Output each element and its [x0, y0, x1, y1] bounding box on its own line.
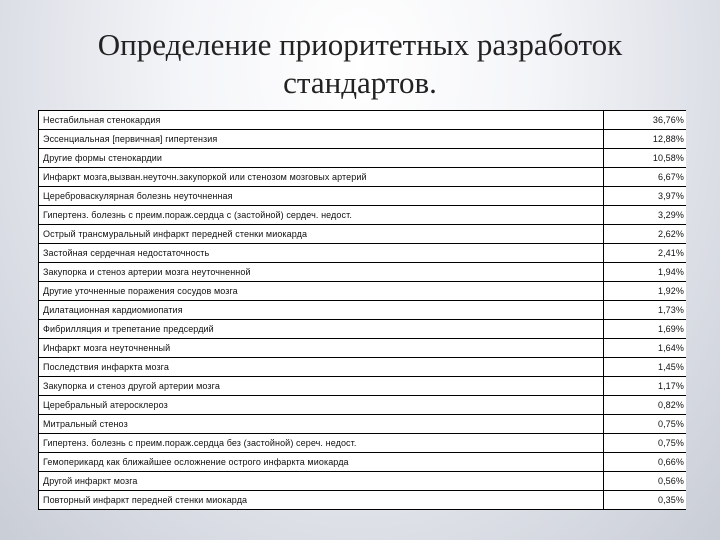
percentage-cell: 2,62%: [604, 225, 687, 244]
percentage-cell: 0,35%: [604, 491, 687, 510]
table-row: [39, 225, 687, 244]
diagnosis-name-cell: Закупорка и стеноз другой артерии мозга: [39, 377, 604, 396]
diagnosis-name-cell: Нестабильная стенокардия: [39, 111, 604, 130]
diagnosis-name-cell: Инфаркт мозга,вызван.неуточн.закупоркой или стенозом мозговых артерий: [39, 168, 604, 187]
percentage-cell: 1,94%: [604, 263, 687, 282]
diagnosis-name-cell: Гипертенз. болезнь с преим.пораж.сердца с (застойной) сердеч. недост.: [39, 206, 604, 225]
percentage-cell: 1,69%: [604, 320, 687, 339]
diagnosis-name-cell: Застойная сердечная недостаточность: [39, 244, 604, 263]
table-row: [39, 206, 687, 225]
slide-title-line-2: стандартов.: [283, 65, 437, 100]
table-row: [39, 434, 687, 453]
table-row: [39, 130, 687, 149]
percentage-cell: 6,67%: [604, 168, 687, 187]
table-row: [39, 149, 687, 168]
diagnosis-name-cell: Другие уточненные поражения сосудов мозга: [39, 282, 604, 301]
percentage-cell: 0,75%: [604, 434, 687, 453]
table-row: [39, 111, 687, 130]
diagnosis-name-cell: Другие формы стенокардии: [39, 149, 604, 168]
table-row: [39, 358, 687, 377]
table-row: [39, 453, 687, 472]
percentage-cell: 3,97%: [604, 187, 687, 206]
diagnosis-name-cell: Другой инфаркт мозга: [39, 472, 604, 491]
percentage-cell: 0,82%: [604, 396, 687, 415]
percentage-cell: 1,45%: [604, 358, 687, 377]
diagnosis-name-cell: Последствия инфаркта мозга: [39, 358, 604, 377]
diagnosis-name-cell: Цереброваскулярная болезнь неуточненная: [39, 187, 604, 206]
diagnosis-name-cell: Инфаркт мозга неуточненный: [39, 339, 604, 358]
table-row: [39, 415, 687, 434]
percentage-cell: 0,66%: [604, 453, 687, 472]
diagnosis-name-cell: Митральный стеноз: [39, 415, 604, 434]
diagnosis-name-cell: Фибрилляция и трепетание предсердий: [39, 320, 604, 339]
diagnosis-name-cell: Дилатационная кардиомиопатия: [39, 301, 604, 320]
percentage-cell: 1,92%: [604, 282, 687, 301]
table-row: [39, 263, 687, 282]
priority-table: [38, 110, 686, 510]
percentage-cell: 12,88%: [604, 130, 687, 149]
slide-title: [40, 26, 680, 102]
table-row: [39, 320, 687, 339]
percentage-cell: 1,64%: [604, 339, 687, 358]
diagnosis-name-cell: Церебральный атеросклероз: [39, 396, 604, 415]
table-row: [39, 282, 687, 301]
table-row: [39, 491, 687, 510]
diagnosis-name-cell: Закупорка и стеноз артерии мозга неуточненной: [39, 263, 604, 282]
diagnosis-name-cell: Гипертенз. болезнь с преим.пораж.сердца без (застойной) сереч. недост.: [39, 434, 604, 453]
table-body: [39, 111, 687, 510]
percentage-cell: 10,58%: [604, 149, 687, 168]
diagnosis-name-cell: Эссенциальная [первичная] гипертензия: [39, 130, 604, 149]
table-row: [39, 301, 687, 320]
diagnosis-name-cell: Повторный инфаркт передней стенки миокарда: [39, 491, 604, 510]
table-row: [39, 244, 687, 263]
percentage-cell: 1,73%: [604, 301, 687, 320]
percentage-cell: 2,41%: [604, 244, 687, 263]
table-row: [39, 339, 687, 358]
percentage-cell: 1,17%: [604, 377, 687, 396]
diagnosis-name-cell: Гемоперикард как ближайшее осложнение острого инфаркта миокарда: [39, 453, 604, 472]
percentage-cell: 0,75%: [604, 415, 687, 434]
percentage-cell: 36,76%: [604, 111, 687, 130]
table-row: [39, 472, 687, 491]
table-row: [39, 396, 687, 415]
diagnosis-name-cell: Острый трансмуральный инфаркт передней стенки миокарда: [39, 225, 604, 244]
percentage-cell: 0,56%: [604, 472, 687, 491]
table-row: [39, 377, 687, 396]
table-row: [39, 168, 687, 187]
percentage-cell: 3,29%: [604, 206, 687, 225]
table-container: [38, 110, 686, 514]
table-row: [39, 187, 687, 206]
slide-title-line-1: Определение приоритетных разработок: [97, 27, 623, 62]
